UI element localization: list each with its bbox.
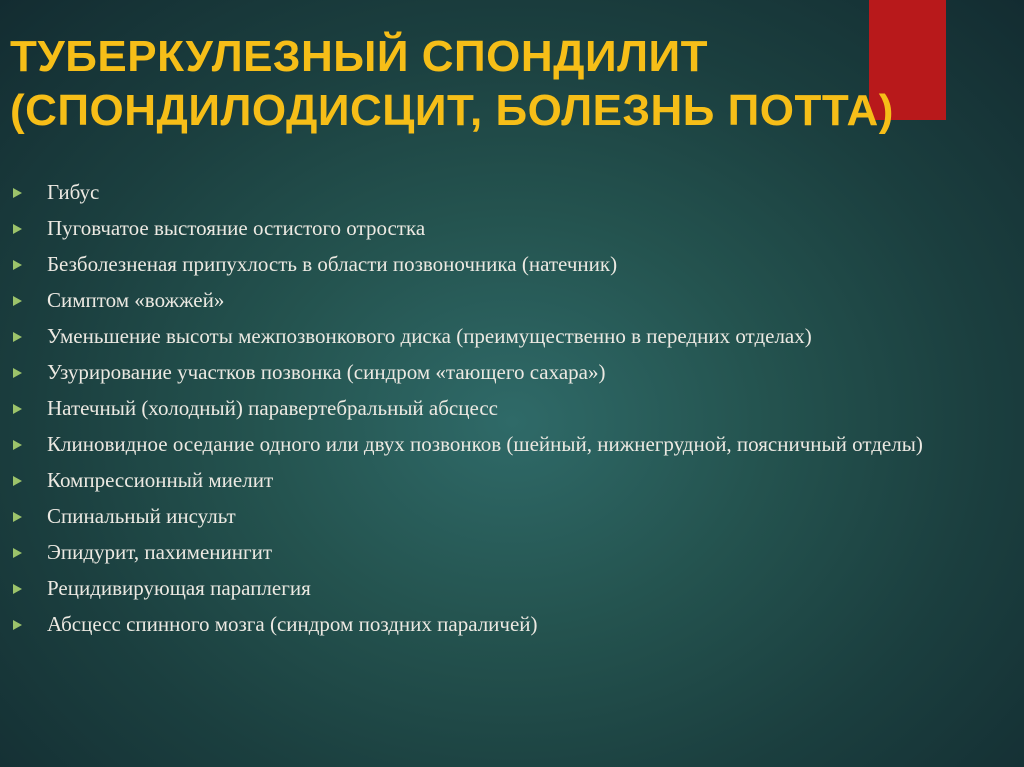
bullet-item bbox=[10, 180, 1000, 205]
bullet-text: Рецидивирующая параплегия bbox=[47, 576, 311, 600]
bullet-text: Гибус bbox=[47, 180, 100, 204]
bullet-text: Натечный (холодный) паравертебральный абсцесс bbox=[47, 396, 498, 420]
bullet-item bbox=[10, 252, 1000, 277]
title-line-2: (СПОНДИЛОДИСЦИТ, БОЛЕЗНЬ ПОТТА) bbox=[10, 86, 894, 135]
bullet-text: Симптом «вожжей» bbox=[47, 288, 225, 312]
triangle-right-icon bbox=[13, 584, 22, 594]
bullet-item bbox=[10, 612, 1000, 637]
bullet-text: Компрессионный миелит bbox=[47, 468, 274, 492]
bullet-item bbox=[10, 576, 1000, 601]
triangle-right-icon bbox=[13, 548, 22, 558]
bullet-text: Пуговчатое выстояние остистого отростка bbox=[47, 216, 426, 240]
triangle-right-icon bbox=[13, 620, 22, 630]
bullet-item bbox=[10, 432, 1000, 457]
triangle-right-icon bbox=[13, 260, 22, 270]
bullet-text: Безболезненая припухлость в области позвоночника (натечник) bbox=[47, 252, 618, 276]
bullet-text: Уменьшение высоты межпозвонкового диска (преимущественно в передних отделах) bbox=[47, 324, 812, 348]
bullet-text: Эпидурит, пахименингит bbox=[47, 540, 273, 564]
slide-title bbox=[10, 30, 1010, 138]
triangle-right-icon bbox=[13, 404, 22, 414]
bullet-text: Узурирование участков позвонка (синдром «тающего сахара») bbox=[47, 360, 606, 384]
bullet-item bbox=[10, 324, 1000, 349]
bullet-text: Абсцесс спинного мозга (синдром поздних параличей) bbox=[47, 612, 538, 636]
bullet-item bbox=[10, 540, 1000, 565]
bullet-item bbox=[10, 360, 1000, 385]
triangle-right-icon bbox=[13, 512, 22, 522]
bullet-item bbox=[10, 468, 1000, 493]
triangle-right-icon bbox=[13, 332, 22, 342]
triangle-right-icon bbox=[13, 224, 22, 234]
bullet-item bbox=[10, 288, 1000, 313]
triangle-right-icon bbox=[13, 296, 22, 306]
triangle-right-icon bbox=[13, 476, 22, 486]
title-line-1: ТУБЕРКУЛЕЗНЫЙ СПОНДИЛИТ bbox=[10, 32, 708, 81]
bullet-text: Клиновидное оседание одного или двух позвонков (шейный, нижнегрудной, поясничный отделы) bbox=[47, 432, 923, 456]
bullet-list bbox=[10, 180, 1000, 648]
bullet-text: Спинальный инсульт bbox=[47, 504, 236, 528]
bullet-item bbox=[10, 396, 1000, 421]
bullet-item bbox=[10, 216, 1000, 241]
triangle-right-icon bbox=[13, 440, 22, 450]
bullet-item bbox=[10, 504, 1000, 529]
triangle-right-icon bbox=[13, 368, 22, 378]
triangle-right-icon bbox=[13, 188, 22, 198]
